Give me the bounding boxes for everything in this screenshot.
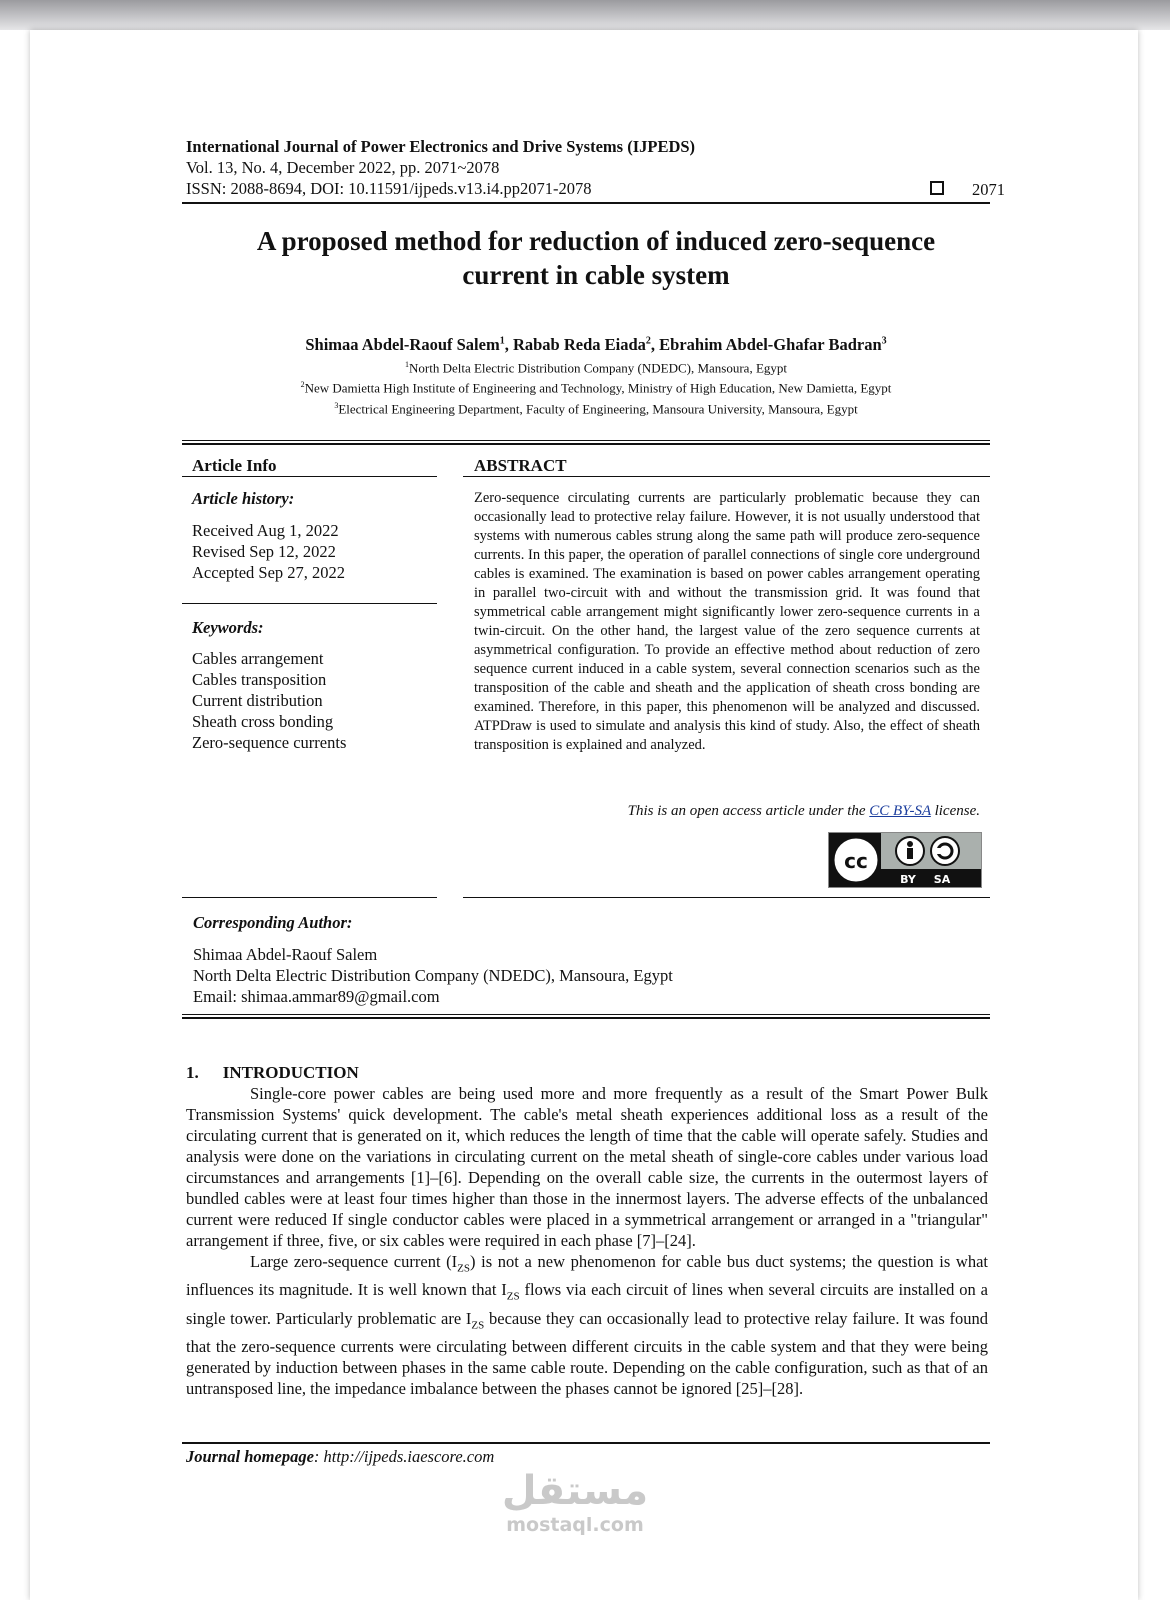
article-info-heading: Article Info [192, 456, 277, 475]
paper-title [186, 224, 1006, 292]
history-accepted: Accepted Sep 27, 2022 [192, 563, 346, 582]
para2-text: ) is not a new phenomenon for cable bus duct systems; the question is what influences its magnitude. It is well known that I [186, 1252, 989, 1300]
affiliation-sup: 1 [404, 360, 409, 369]
article-info-rule [182, 476, 437, 477]
author-1: Shimaa Abdel-Raouf Salem [305, 335, 500, 354]
abstract-text: Zero-sequence circulating currents are particularly problematic because they can occasionally lead to protective relay failure. However, it is not usually understood that systems with numerous cables strung along the same path will produce zero-sequence currents. In this paper, the operation of parallel connections of single core underground cables is examined. The examination is based on power cables arrangement operating in parallel two-circuit with and without the transmission grid. It was found that symmetrical cable arrangement might significantly lower zero-sequence currents in a twin-circuit. On the other hand, the largest value of the zero sequence currents at asymmetrical configuration. To provide an effective method about reduction of zero sequence current induced in a cable system, several connection scenarios such as the transposition of the cable and sheath and the application of sheath cross bonding are examined. Therefore, in this paper, this phenomenon will be analyzed and discussed. ATPDraw is used to simulate and analysis this kind of study. Also, the effect of sheath transposition is explained and analyzed. [474, 490, 980, 753]
introduction-heading [186, 1062, 988, 1083]
affiliation-1 [186, 356, 1006, 376]
section-number: 1. [186, 1063, 199, 1082]
infobox-bottom-rule [182, 1014, 990, 1015]
footer-rule [182, 1442, 990, 1444]
svg-text:cc: cc [844, 849, 868, 873]
author-3: Ebrahim Abdel-Ghafar Badran [659, 335, 882, 354]
affiliation-text: North Delta Electric Distribution Company (NDEDC), Mansoura, Egypt [408, 360, 787, 376]
introduction-paragraph-2 [186, 1251, 988, 1399]
header-rule [182, 202, 990, 204]
open-access-text: This is an open access article under the [627, 803, 870, 819]
homepage-url[interactable]: : http://ijpeds.iaescore.com [313, 1447, 495, 1466]
author-3-sup: 3 [881, 335, 887, 347]
infobox-bottom-rule-thick [182, 1017, 990, 1019]
para2-text: Large zero-sequence current (I [250, 1252, 458, 1271]
title-line-2: current in cable system [462, 260, 730, 290]
history-received: Received Aug 1, 2022 [192, 521, 339, 540]
history-revised: Revised Sep 12, 2022 [192, 542, 336, 561]
journal-issn: ISSN: 2088-8694, DOI: 10.11591/ijpeds.v13.i4.pp2071-2078 [186, 179, 592, 198]
journal-homepage [186, 1447, 494, 1467]
badge-by-label: BY [900, 873, 916, 886]
article-info-bottom-rule [182, 897, 437, 898]
title-line-1: A proposed method for reduction of induced zero-sequence [256, 226, 936, 256]
author-list [186, 335, 1006, 355]
author-1-sup: 1 [499, 335, 505, 347]
infobox-top-rule [182, 440, 990, 441]
affiliation-3 [186, 397, 1006, 417]
author-2: Rabab Reda Eiada [512, 335, 646, 354]
page-number-text: 2071 [972, 180, 1005, 199]
page-number [930, 180, 1005, 200]
affiliations [186, 356, 1006, 417]
keyword-item: Zero-sequence currents [192, 733, 347, 752]
affiliation-text: New Damietta High Institute of Engineering and Technology, Ministry of High Education, New Damietta, Egypt [304, 380, 892, 396]
cc-by-sa-link[interactable]: CC BY-SA [869, 803, 931, 819]
affiliation-text: Electrical Engineering Department, Faculty of Engineering, Mansoura University, Mansoura, Egypt [338, 400, 858, 416]
keyword-item: Cables arrangement [192, 649, 324, 668]
open-access-notice [474, 803, 980, 820]
corresponding-name: Shimaa Abdel-Raouf Salem [193, 945, 378, 964]
journal-header [186, 136, 695, 199]
keyword-item: Sheath cross bonding [192, 712, 334, 731]
keywords-list [192, 648, 346, 753]
corresponding-author [193, 912, 673, 1007]
corresponding-heading: Corresponding Author: [193, 913, 353, 932]
watermark-arabic: مستقل [501, 1468, 649, 1514]
viewer-top-shadow [0, 0, 1170, 30]
introduction-paragraph-1: Single-core power cables are being used more and more frequently as a result of the Smart Power Bulk Transmission Systems' quick development. The cable's metal sheath experiences additional loss as a result of the circulating current that is generated on it, which reduces the length of time that the cable will operate safely. Studies and analysis were done on the variations in circulating current on the metal sheath of single-core cables under various load circumstances and arrangements [1]–[6]. Depending on the overall cable size, the currents in the outermost layers of bundled cables were at least four times higher than those in the innermost layers. The adverse effects of the unbalanced current were reduced If single conductor cables were placed in a symmetrical arrangement or arranged in a "triangular" arrangement if three, five, or six cables were required in each phase [7]–[24]. [186, 1084, 988, 1250]
abstract-bottom-rule [463, 897, 990, 898]
cc-by-sa-badge-icon[interactable] [828, 832, 982, 888]
affiliation-sup: 2 [300, 380, 305, 390]
history-rule [182, 603, 437, 604]
abstract-rule [463, 476, 990, 477]
para2-text: because they can occasionally lead to protective relay failure. It was found that the zero-sequence currents were circulating between different circuits in the cable system and that they were being generated by induction between phases in the same cable route. Depending on the cable configuration, such as that of an untransposed line, the impedance imbalance between the phases cannot be ignored [25]–[28]. [186, 1308, 988, 1398]
affiliation-sup: 3 [334, 400, 339, 410]
para2-text: flows via each circuit of lines when several circuits are installed on a single tower. Particularly problematic are I [186, 1280, 988, 1328]
journal-name: International Journal of Power Electronics and Drive Systems (IJPEDS) [186, 137, 696, 156]
badge-sa-label: SA [933, 873, 951, 886]
izs-subscript: ZS [457, 1262, 471, 1275]
keyword-item: Cables transposition [192, 670, 327, 689]
keywords-heading: Keywords: [192, 618, 264, 637]
homepage-label: Journal homepage [186, 1447, 314, 1466]
open-access-text-end: license. [930, 803, 980, 819]
author-2-sup: 2 [645, 335, 651, 347]
checkbox-square-icon [930, 181, 944, 195]
corresponding-email[interactable]: Email: shimaa.ammar89@gmail.com [193, 987, 440, 1006]
journal-volume: Vol. 13, No. 4, December 2022, pp. 2071~2078 [186, 158, 500, 177]
izs-subscript: ZS [471, 1318, 485, 1331]
article-history-heading: Article history: [192, 489, 295, 508]
infobox-top-rule-thick [182, 443, 990, 445]
watermark-latin: mostaql.com [506, 1514, 644, 1536]
affiliation-2 [186, 376, 1006, 396]
abstract-heading: ABSTRACT [474, 456, 567, 475]
section-title: INTRODUCTION [222, 1063, 359, 1082]
author-separator: , [504, 335, 513, 354]
introduction-section [186, 1062, 988, 1399]
author-separator: , [650, 335, 660, 354]
keyword-item: Current distribution [192, 691, 323, 710]
article-history-list [192, 520, 345, 583]
mostaql-watermark [490, 1468, 660, 1536]
izs-subscript: ZS [506, 1290, 520, 1303]
corresponding-org: North Delta Electric Distribution Company (NDEDC), Mansoura, Egypt [193, 966, 673, 985]
